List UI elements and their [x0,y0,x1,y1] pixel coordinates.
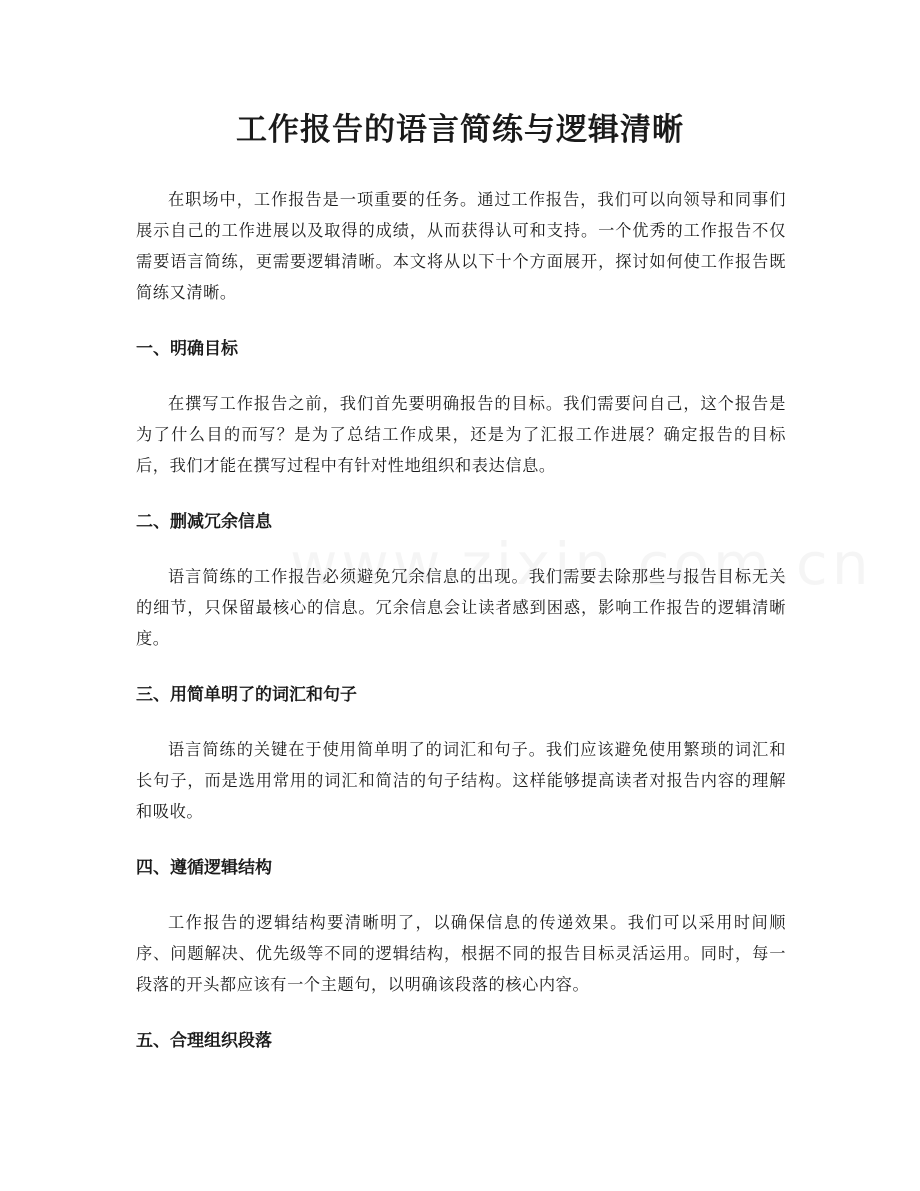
section-heading-5: 五、合理组织段落 [136,1031,272,1051]
section-heading-3: 三、用简单明了的词汇和句子 [136,685,357,705]
section-heading-4: 四、遵循逻辑结构 [136,858,272,878]
section-heading-1: 一、明确目标 [136,339,238,359]
section-paragraph-1: 在撰写工作报告之前，我们首先要明确报告的目标。我们需要问自己，这个报告是为了什么目的而写？是为了总结工作成果，还是为了汇报工作进展？确定报告的目标后，我们才能在撰写过程中有针对性地组织和表达信息。 [136,394,786,475]
intro-paragraph: 在职场中，工作报告是一项重要的任务。通过工作报告，我们可以向领导和同事们展示自己的工作进展以及取得的成绩，从而获得认可和支持。一个优秀的工作报告不仅需要语言简练，更需要逻辑清晰。本文将从以下十个方面展开，探讨如何使工作报告既简练又清晰。 [136,190,786,302]
document-body [136,184,786,1056]
section-paragraph-2: 语言简练的工作报告必须避免冗余信息的出现。我们需要去除那些与报告目标无关的细节，只保留最核心的信息。冗余信息会让读者感到困惑，影响工作报告的逻辑清晰度。 [136,567,786,648]
document-title: 工作报告的语言简练与逻辑清晰 [236,112,684,148]
section-heading-2: 二、删减冗余信息 [136,512,272,532]
section-paragraph-3: 语言简练的关键在于使用简单明了的词汇和句子。我们应该避免使用繁琐的词汇和长句子，而是选用常用的词汇和简洁的句子结构。这样能够提高读者对报告内容的理解和吸收。 [136,740,786,821]
section-paragraph-4: 工作报告的逻辑结构要清晰明了，以确保信息的传递效果。我们可以采用时间顺序、问题解决、优先级等不同的逻辑结构，根据不同的报告目标灵活运用。同时，每一段落的开头都应该有一个主题句，以明确该段落的核心内容。 [136,913,786,994]
